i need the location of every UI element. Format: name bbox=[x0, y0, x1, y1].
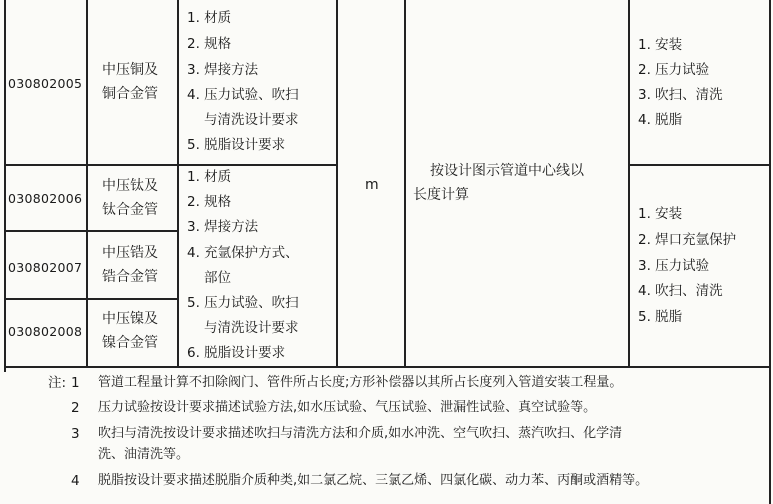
feature-item: 6. 脱脂设计要求 bbox=[187, 345, 286, 361]
item-name bbox=[93, 241, 167, 289]
note-number: 4 bbox=[71, 473, 80, 489]
col-divider-unit bbox=[404, 0, 406, 366]
work-item: 1. 安装 bbox=[638, 206, 683, 222]
item-code: 030802005 bbox=[8, 76, 83, 91]
item-name-line: 中压钛及 bbox=[102, 178, 158, 194]
note-number: 2 bbox=[71, 400, 80, 416]
feature-item: 5. 压力试验、吹扫 bbox=[187, 295, 299, 311]
feature-item: 与清洗设计要求 bbox=[204, 112, 299, 128]
item-name-line: 中压锆及 bbox=[102, 245, 158, 261]
feature-item: 部位 bbox=[204, 270, 231, 286]
feature-item: 2. 规格 bbox=[187, 36, 232, 52]
note-number: 3 bbox=[71, 426, 80, 442]
table-bottom-border bbox=[4, 366, 770, 368]
item-name bbox=[93, 58, 167, 106]
note-text: 脱脂按设计要求描述脱脂介质种类,如二氯乙烷、三氯乙烯、四氯化碳、动力苯、丙酮或酒精等。 bbox=[98, 473, 649, 488]
col-divider-rule bbox=[628, 0, 630, 366]
table-border-left bbox=[4, 0, 6, 372]
work-item: 2. 焊口充氩保护 bbox=[638, 232, 737, 248]
item-name bbox=[93, 307, 167, 355]
feature-item: 5. 脱脂设计要求 bbox=[187, 137, 286, 153]
note-text: 吹扫与清洗按设计要求描述吹扫与清洗方法和介质,如水冲洗、空气吹扫、蒸汽吹扫、化学清 bbox=[98, 426, 623, 441]
feature-item: 1. 材质 bbox=[187, 169, 232, 185]
row-divider-2 bbox=[4, 230, 178, 232]
feature-item: 4. 充氩保护方式、 bbox=[187, 245, 299, 261]
item-name bbox=[93, 174, 167, 222]
col-divider-features bbox=[336, 0, 338, 366]
col-divider-name bbox=[177, 0, 179, 366]
feature-item: 3. 焊接方法 bbox=[187, 62, 259, 78]
note-text-continued: 洗、油清洗等。 bbox=[98, 447, 190, 462]
work-item: 3. 压力试验 bbox=[638, 258, 710, 274]
note-number: 1 bbox=[71, 375, 80, 391]
table-border-right bbox=[769, 0, 771, 504]
work-item: 2. 压力试验 bbox=[638, 62, 710, 78]
work-item: 1. 安装 bbox=[638, 37, 683, 53]
col-divider-code bbox=[86, 0, 88, 366]
item-code: 030802008 bbox=[8, 324, 83, 339]
note-text: 压力试验按设计要求描述试验方法,如水压试验、气压试验、泄漏性试验、真空试验等。 bbox=[98, 400, 597, 415]
item-name-line: 钛合金管 bbox=[102, 202, 158, 218]
calculation-rule-line: 长度计算 bbox=[413, 187, 469, 203]
note-text: 管道工程量计算不扣除阀门、管件所占长度;方形补偿器以其所占长度列入管道安装工程量。 bbox=[98, 375, 623, 390]
feature-item: 与清洗设计要求 bbox=[204, 320, 299, 336]
work-item: 3. 吹扫、清洗 bbox=[638, 87, 723, 103]
row-divider-1 bbox=[4, 164, 336, 166]
feature-item: 4. 压力试验、吹扫 bbox=[187, 87, 299, 103]
work-item: 4. 脱脂 bbox=[638, 112, 683, 128]
work-item: 4. 吹扫、清洗 bbox=[638, 283, 723, 299]
item-name-line: 锆合金管 bbox=[102, 269, 158, 285]
row-divider-3 bbox=[4, 298, 178, 300]
work-item: 5. 脱脂 bbox=[638, 309, 683, 325]
feature-item: 3. 焊接方法 bbox=[187, 219, 259, 235]
unit-cell: m bbox=[365, 177, 379, 193]
item-name-line: 铜合金管 bbox=[102, 86, 158, 102]
item-name-line: 中压镍及 bbox=[102, 311, 158, 327]
item-name-line: 镍合金管 bbox=[102, 335, 158, 351]
calculation-rule-line: 按设计图示管道中心线以 bbox=[430, 163, 584, 179]
feature-item: 1. 材质 bbox=[187, 10, 232, 26]
feature-item: 2. 规格 bbox=[187, 194, 232, 210]
item-code: 030802007 bbox=[8, 260, 83, 275]
row-divider-work bbox=[628, 164, 770, 166]
notes-prefix: 注: bbox=[48, 375, 67, 391]
item-code: 030802006 bbox=[8, 191, 83, 206]
item-name-line: 中压铜及 bbox=[102, 62, 158, 78]
